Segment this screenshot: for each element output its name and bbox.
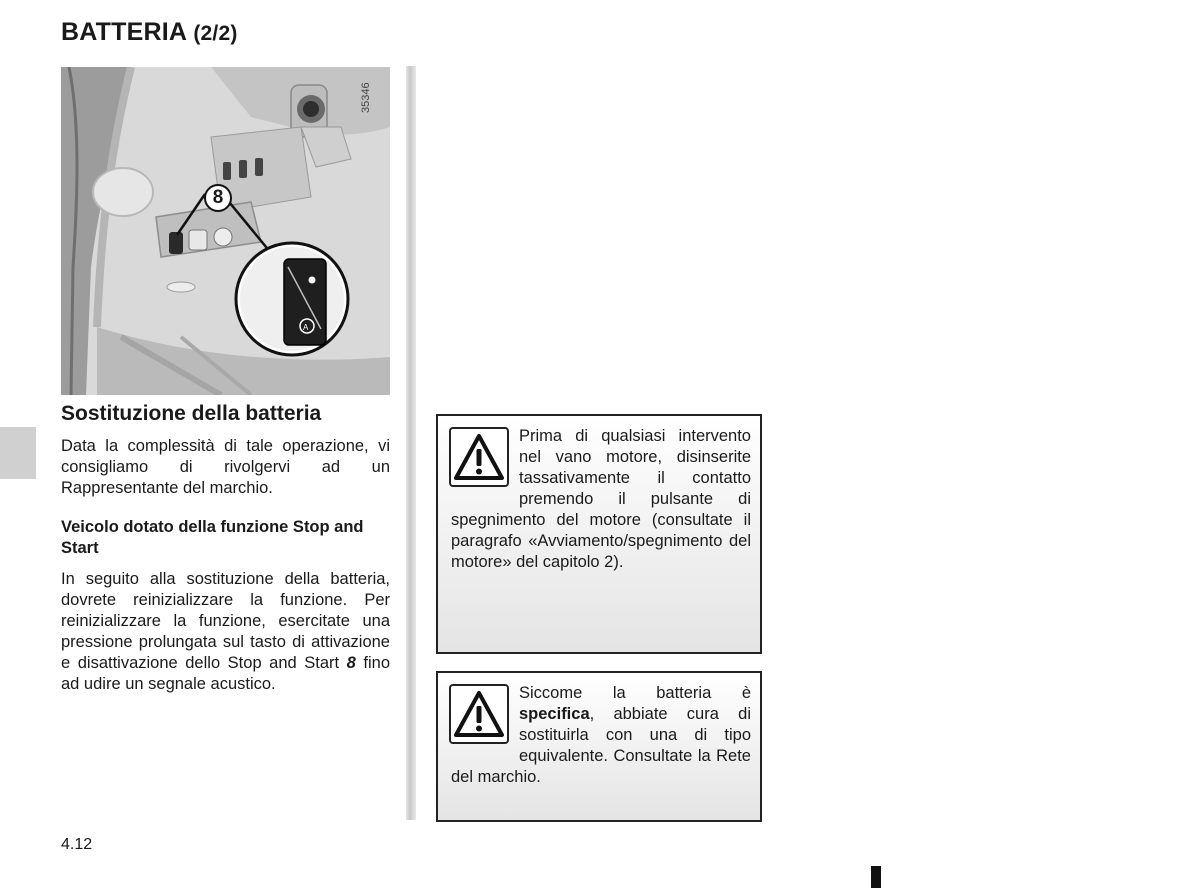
warning-box-battery-type <box>436 671 762 822</box>
column-divider <box>406 66 416 820</box>
intro-paragraph: Data la complessità di tale operazione, vi consigliamo di rivolgervi ad un Rappresentante del marchio. <box>61 437 390 497</box>
body-reference-8: 8 <box>346 654 356 672</box>
warning-text-engine: Prima di qualsiasi intervento nel vano motore, disinserite tassativamente il contatto premendo il pulsante di spegnimento del motore (consultate il paragrafo «Avviamento/spegnimento del motore» del capitolo 2). <box>451 427 751 571</box>
body-text-before: In seguito alla sostituzione della batteria, dovrete reinizializzare la funzione. Per reinizializzare la funzione, esercitate una pressione prolungata sul tasto di attivazione e disattivazione dello Stop and Start <box>61 570 390 672</box>
stop-start-paragraph <box>61 569 390 695</box>
figure-reference-code: 35346 <box>360 82 372 114</box>
svg-text:A: A <box>303 323 309 332</box>
warning-text-battery: Siccome la batteria è specifica, abbiate cura di sostituirla con una di tipo equivalente. Consultate la Rete del marchio. <box>451 684 751 786</box>
section-heading: Sostituzione della batteria <box>61 402 322 425</box>
subheading: Veicolo dotato della funzione Stop and Start <box>61 518 364 557</box>
page-title-text: BATTERIA <box>61 18 187 46</box>
chapter-tab <box>0 427 36 479</box>
dashboard-illustration <box>61 67 390 395</box>
warning-emphasis: specifica <box>519 705 590 723</box>
page-number: 4.12 <box>61 836 93 853</box>
figure-callout-8: 8 <box>204 184 232 212</box>
body-text-after: fino ad udire un segnale acustico. <box>61 654 390 693</box>
page-title <box>61 18 238 47</box>
page-edge-mark <box>871 866 881 888</box>
page-title-suffix: (2/2) <box>193 22 238 45</box>
warning-box-engine <box>436 414 762 654</box>
